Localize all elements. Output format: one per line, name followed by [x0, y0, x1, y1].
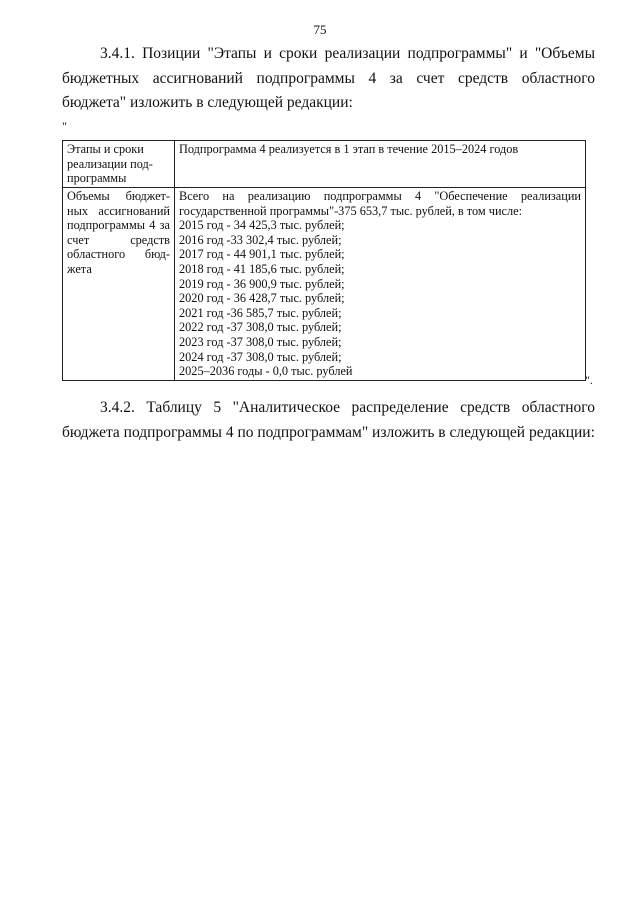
- passport-table: [62, 140, 586, 381]
- table-row-stages: [63, 141, 586, 188]
- open-quote: ": [62, 119, 67, 133]
- page-number: 75: [313, 22, 327, 37]
- budget-intro: Всего на реализацию подпрограммы 4 "Обеспечение реализации государственной программы"-375 653,7 тыс. рублей, в том числе:: [179, 189, 581, 218]
- year-line-2020: 2020 год - 36 428,7 тыс. рублей;: [179, 291, 345, 306]
- year-line-2017: 2017 год - 44 901,1 тыс. рублей;: [179, 247, 345, 262]
- stages-label: Этапы и сроки реализации под-программы: [63, 141, 175, 188]
- close-quote: ".: [585, 373, 593, 387]
- paragraph-3-4-2: [62, 396, 595, 445]
- year-line-2024: 2024 год -37 308,0 тыс. рублей;: [179, 349, 342, 364]
- year-line-2025-2036: 2025–2036 годы - 0,0 тыс. рублей: [179, 364, 353, 379]
- year-line-2016: 2016 год -33 302,4 тыс. рублей;: [179, 232, 342, 247]
- paragraph-3-4-1-text: 3.4.1. Позиции "Этапы и сроки реализации подпрограммы" и "Объемы бюджетных ассигнований подпрограммы 4 за счет средств областного бюджета" изложить в следующей редакции:: [62, 45, 595, 111]
- year-line-2015: 2015 год - 34 425,3 тыс. рублей;: [179, 218, 345, 233]
- year-line-2018: 2018 год - 41 185,6 тыс. рублей;: [179, 261, 345, 276]
- year-line-2021: 2021 год -36 585,7 тыс. рублей;: [179, 305, 342, 320]
- budget-value: [175, 188, 586, 381]
- year-line-2022: 2022 год -37 308,0 тыс. рублей;: [179, 320, 342, 335]
- paragraph-3-4-1: [62, 42, 595, 116]
- table-row-budget: [63, 188, 586, 381]
- budget-label: Объемы бюджет-ных ассигнований подпрограммы 4 за счет средств областного бюд-жета: [63, 188, 175, 381]
- stages-value: Подпрограмма 4 реализуется в 1 этап в течение 2015–2024 годов: [175, 141, 586, 188]
- year-line-2023: 2023 год -37 308,0 тыс. рублей;: [179, 334, 342, 349]
- paragraph-3-4-2-text: 3.4.2. Таблицу 5 "Аналитическое распределение средств областного бюджета подпрограммы 4 по подпрограммам" изложить в следующей редакции:: [62, 399, 595, 441]
- year-line-2019: 2019 год - 36 900,9 тыс. рублей;: [179, 276, 345, 291]
